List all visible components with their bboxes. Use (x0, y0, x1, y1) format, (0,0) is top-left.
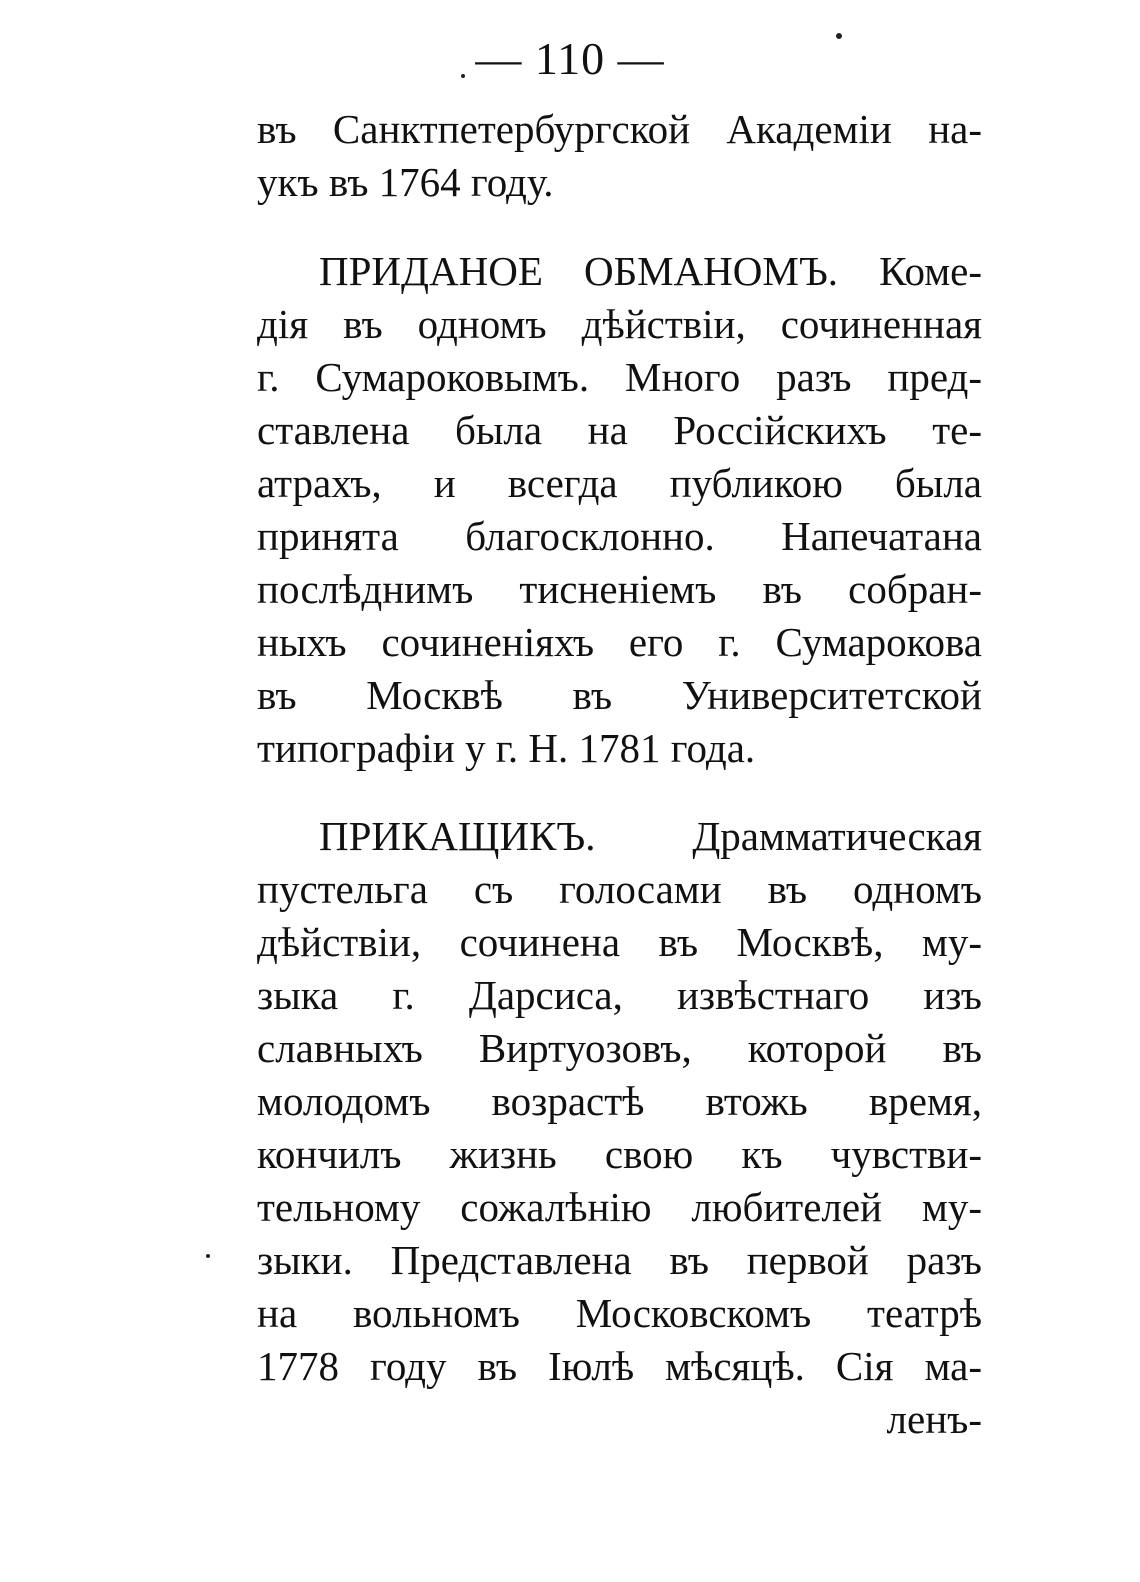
paragraph-continuation (257, 103, 982, 209)
text-line: пустельга съ голосами въ одномъ (257, 866, 982, 912)
text-line: кончилъ жизнь свою къ чувстви- (257, 1131, 982, 1177)
text-line: на вольномъ Московскомъ театрѣ (257, 1290, 982, 1336)
text-line: 1778 году въ Іюлѣ мѣсяцѣ. Сія ма- (257, 1343, 982, 1389)
text-line: г. Сумароковымъ. Много разъ пред- (257, 354, 982, 400)
text-line: дѣйствіи, сочинена въ Москвѣ, му- (257, 919, 982, 965)
text-line: зыки. Представлена въ первой разъ (257, 1237, 982, 1283)
text-line: тельному сожалѣнію любителей му- (257, 1184, 982, 1230)
text-line: славныхъ Виртуозовъ, которой въ (257, 1025, 982, 1071)
text-line: ставлена была на Россійскихъ те- (257, 407, 982, 453)
text-line: ныхъ сочиненіяхъ его г. Сумарокова (257, 619, 982, 665)
text-line: въ Санктпетербургской Академіи на- (257, 106, 982, 152)
entry-pridanoe-obmanom (257, 245, 982, 775)
text-line: типографіи у г. Н. 1781 года. (257, 725, 756, 771)
entry-prikashchik (257, 810, 982, 1446)
ink-speck (836, 33, 842, 39)
text-line: дія въ одномъ дѣйствіи, сочиненная (257, 301, 982, 347)
ink-speck (461, 74, 465, 78)
text-line: въ Москвѣ въ Университетской (257, 672, 982, 718)
entry-heading-line: ПРИКАЩИКЪ. Драмматическая (319, 813, 982, 859)
text-line: атрахъ, и всегда публикою была (257, 460, 982, 506)
catchword-line: ленъ- (886, 1396, 982, 1442)
text-line: зыка г. Дарсиса, извѣстнаго изъ (257, 972, 982, 1018)
text-line: послѣднимъ тисненіемъ въ собран- (257, 566, 982, 612)
entry-heading-line: ПРИДАНОЕ ОБМАНОМЪ. Коме- (319, 248, 982, 294)
page-number: — 110 — (475, 33, 665, 84)
text-line: принята благосклонно. Напечатана (257, 513, 982, 559)
ink-speck (206, 1254, 210, 1258)
text-line: укъ въ 1764 году. (257, 159, 554, 205)
text-line: молодомъ возрастѣ втожь время, (257, 1078, 982, 1124)
